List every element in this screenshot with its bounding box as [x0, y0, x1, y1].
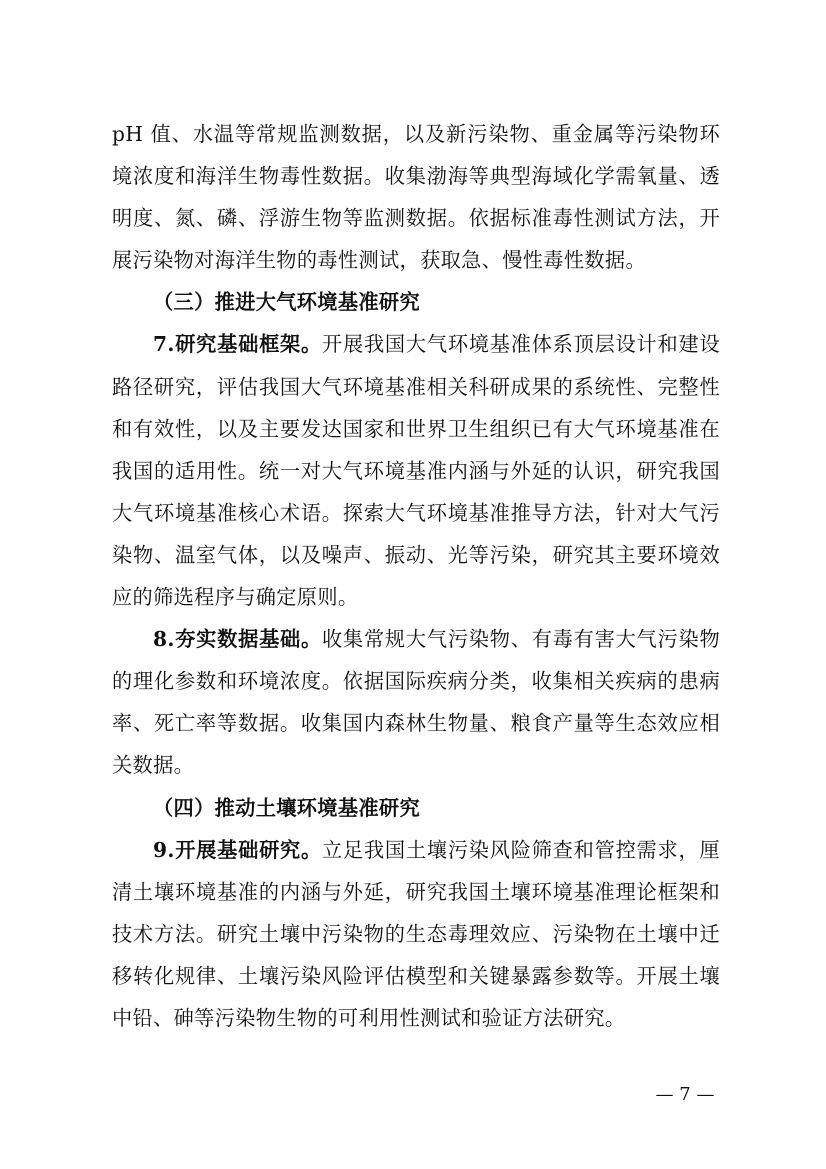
- section-heading-3: （三）推进大气环境基准研究: [153, 290, 420, 315]
- item-7-body: 开展我国大气环境基准体系顶层设计和建设路径研究，评估我国大气环境基准相关科研成果的系统性、完整性和有效性，以及主要发达国家和世界卫生组织已有大气环境基准在我国的适用性。统一对大气环境基准内涵与外延的认识，研究我国大气环境基准核心术语。探索大气环境基准推导方法，针对大气污染物、温室气体，以及噪声、振动、光等污染，研究其主要环境效应的筛选程序与确定原则。: [112, 332, 720, 610]
- section-heading-4: （四）推动土壤环境基准研究: [153, 795, 420, 820]
- page-number: — 7 —: [655, 1084, 715, 1105]
- paragraph-item-7: [112, 323, 720, 618]
- item-8-lead: 8.夯实数据基础。: [153, 627, 322, 652]
- item-9-body: 立足我国土壤污染风险筛查和管控需求，厘清土壤环境基准的内涵与外延，研究我国土壤环境基准理论框架和技术方法。研究土壤中污染物的生态毒理效应、污染物在土壤中迁移转化规律、土壤污染风险评估模型和关键暴露参数等。开展土壤中铅、砷等污染物生物的可利用性测试和验证方法研究。: [112, 837, 720, 1030]
- item-8-body: 收集常规大气污染物、有毒有害大气污染物的理化参数和环境浓度。依据国际疾病分类，收集相关疾病的患病率、死亡率等数据。收集国内森林生物量、粮食产量等生态效应相关数据。: [112, 627, 720, 778]
- paragraph-continuation: pH 值、水温等常规监测数据，以及新污染物、重金属等污染物环境浓度和海洋生物毒性数据。收集渤海等典型海域化学需氧量、透明度、氮、磷、浮游生物等监测数据。依据标准毒性测试方法，开展污染物对海洋生物的毒性测试，获取急、慢性毒性数据。: [112, 122, 720, 273]
- paragraph-item-9: [112, 829, 720, 1039]
- item-7-lead: 7.研究基础框架。: [153, 332, 322, 357]
- paragraph-item-8: [112, 618, 720, 786]
- page-content: [112, 113, 720, 1039]
- item-9-lead: 9.开展基础研究。: [153, 837, 322, 862]
